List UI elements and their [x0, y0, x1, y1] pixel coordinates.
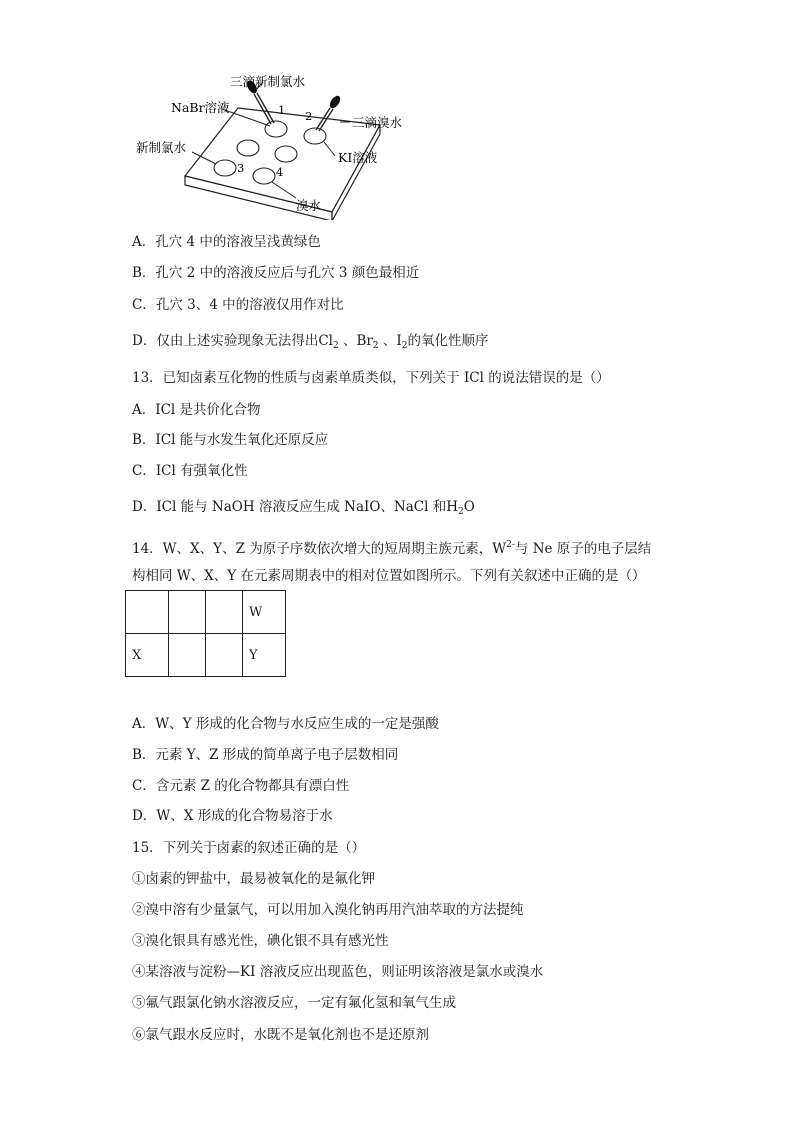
- hole-1: [265, 121, 287, 137]
- q15-statement-5: ⑤氟气跟氯化钠水溶液反应，一定有氟化氢和氧气生成: [132, 995, 456, 1011]
- q12-option-a: A．孔穴 4 中的溶液呈浅黄绿色: [132, 234, 321, 250]
- q14-option-c: C．含元素 Z 的化合物都具有漂白性: [132, 778, 350, 794]
- q13-option-b: B．ICl 能与水发生氧化还原反应: [132, 432, 329, 448]
- q12-option-d: D．仅由上述实验现象无法得出$Cl_2$ 、$Br_2$ 、$I_2$的氧化性顺序: [132, 333, 489, 351]
- formula-br2: $Br_2$: [356, 333, 379, 351]
- q15-statement-2: ②溴中溶有少量氯气，可以用加入溴化钠再用汽油萃取的方法提纯: [132, 902, 524, 918]
- formula-i2: $I_2$: [396, 333, 408, 351]
- table-cell: [169, 634, 206, 677]
- hole-2: [304, 128, 326, 144]
- table-cell: [126, 591, 169, 634]
- q12-option-b: B．孔穴 2 中的溶液反应后与孔穴 3 颜色最相近: [132, 265, 420, 281]
- q13-option-a: A．ICl 是共价化合物: [132, 402, 261, 418]
- periodic-position-table: [125, 590, 286, 677]
- formula-cl2: $Cl_2$: [318, 333, 339, 351]
- hole-5: [237, 140, 259, 156]
- table-cell: [206, 591, 243, 634]
- table-cell-w: W: [243, 591, 286, 634]
- table-cell: [169, 591, 206, 634]
- q14-option-d: D．W、X 形成的化合物易溶于水: [132, 808, 333, 824]
- q15-statement-6: ⑥氯气跟水反应时，水既不是氧化剂也不是还原剂: [132, 1027, 429, 1043]
- w-ion-charge: 2-: [506, 540, 515, 550]
- label-nabr: NaBr溶液: [171, 100, 230, 115]
- label-ki: KI溶液: [338, 150, 378, 165]
- spot-plate-figure: [130, 70, 420, 220]
- q15-statement-3: ③溴化银具有感光性，碘化银不具有感光性: [132, 933, 389, 949]
- table-cell: [206, 634, 243, 677]
- hole-3: [214, 160, 236, 176]
- label-bromine: 溴水: [296, 198, 322, 213]
- q14-stem-line2: 构相同 W、X、Y 在元素周期表中的相对位置如图所示。下列有关叙述中正确的是（）: [132, 568, 646, 584]
- table-cell-y: Y: [243, 634, 286, 677]
- q15-stem: 15．下列关于卤素的叙述正确的是（）: [132, 840, 366, 856]
- label-hole-4: 4: [276, 165, 284, 179]
- label-fresh-chlorine: 新制氯水: [136, 140, 187, 155]
- hole-4: [253, 168, 275, 184]
- label-hole-3: 3: [237, 161, 245, 175]
- formula-h2o: $H_2O$: [446, 499, 475, 517]
- q14-option-a: A．W、Y 形成的化合物与水反应生成的一定是强酸: [132, 716, 439, 732]
- label-chlorine-drops: 三滴新制氯水: [230, 74, 306, 89]
- q14-option-b: B．元素 Y、Z 形成的简单离子电子层数相同: [132, 747, 399, 763]
- label-hole-2: 2: [305, 109, 313, 123]
- q12-option-d-text: D．仅由上述实验现象无法得出: [132, 333, 319, 349]
- q12-option-c: C．孔穴 3、4 中的溶液仅用作对比: [132, 297, 344, 313]
- label-hole-1: 1: [278, 103, 286, 117]
- q13-option-c: C．ICl 有强氧化性: [132, 463, 248, 479]
- label-bromine-drops: 三滴溴水: [352, 115, 403, 130]
- table-row: [126, 634, 286, 677]
- q15-statement-1: ①卤素的钾盐中，最易被氧化的是氟化钾: [132, 871, 375, 887]
- q13-option-d: D．ICl 能与 NaOH 溶液反应生成 NaIO、NaCl 和$H_2O$: [132, 499, 475, 517]
- q15-statement-4: ④某溶液与淀粉—KI 溶液反应出现蓝色，则证明该溶液是氯水或溴水: [132, 964, 544, 980]
- q14-stem-line1: 14．W、X、Y、Z 为原子序数依次增大的短周期主族元素，$W^{2-}$与 Ne 原子的电子层结: [132, 540, 652, 557]
- table-row: [126, 591, 286, 634]
- q13-stem: 13．已知卤素互化物的性质与卤素单质类似，下列关于 ICl 的说法错误的是（）: [132, 370, 610, 386]
- table-cell-x: X: [126, 634, 169, 677]
- hole-6: [275, 146, 297, 162]
